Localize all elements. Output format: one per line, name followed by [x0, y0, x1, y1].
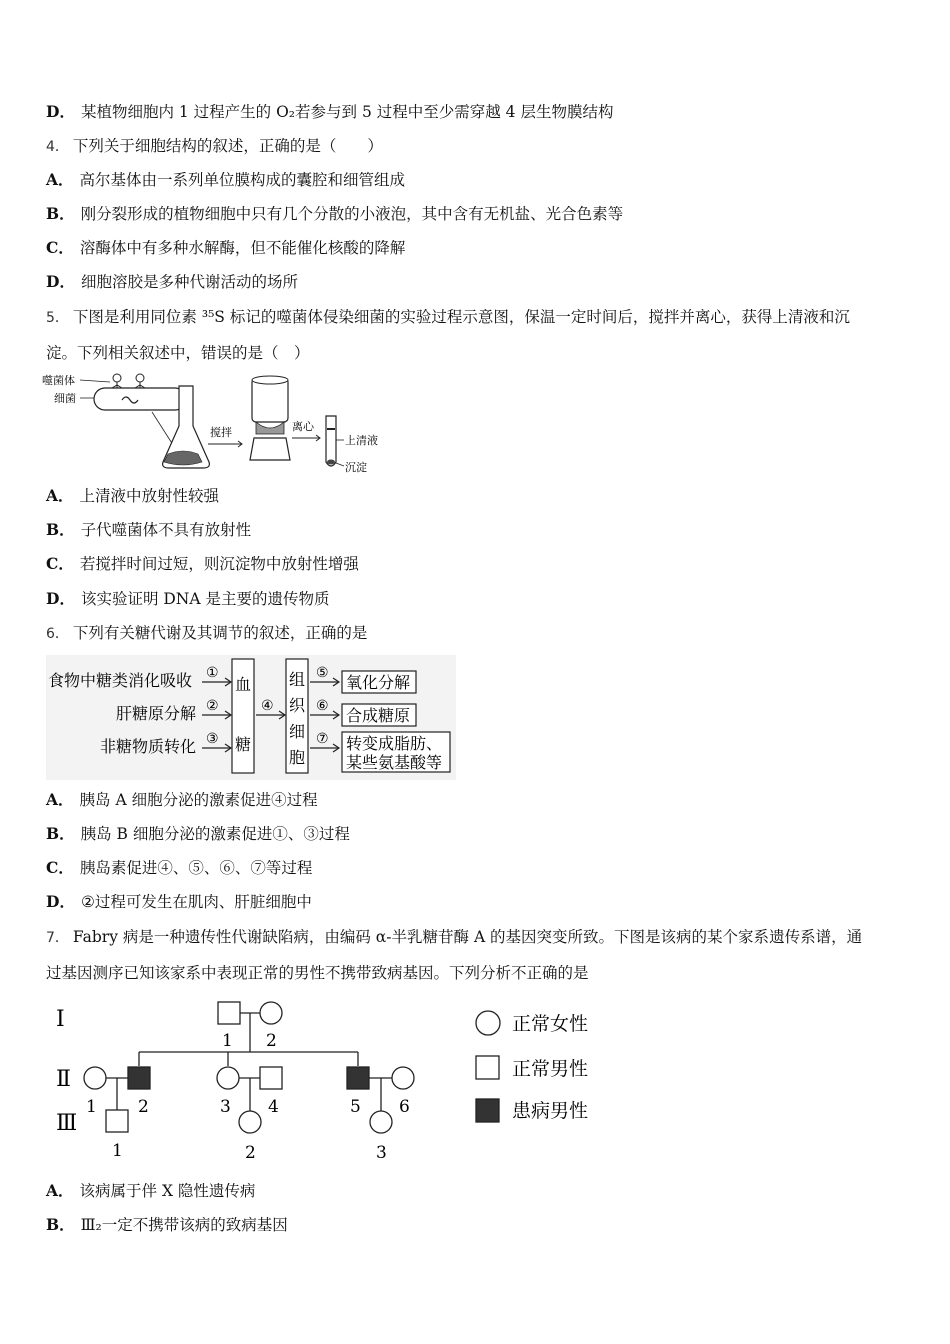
legend-male-symbol — [476, 1056, 499, 1079]
q7-stem-line2 — [46, 962, 589, 984]
legend-female-symbol — [476, 1011, 500, 1035]
label-sediment: 沉淀 — [345, 461, 367, 474]
sugar-metabolism-diagram — [46, 655, 456, 780]
q4-option-c — [46, 237, 405, 259]
q4-stem — [46, 135, 383, 158]
option-key: B． — [46, 1215, 75, 1234]
label-II-2: 2 — [138, 1097, 149, 1117]
blender-base — [250, 438, 290, 460]
label-I-2: 2 — [266, 1031, 277, 1051]
option-text: 刚分裂形成的植物细胞中只有几个分散的小液泡，其中含有无机盐、光合色素等 — [80, 205, 624, 223]
legend-affected-symbol — [476, 1099, 499, 1122]
flask-culture — [164, 451, 202, 465]
generation-label-3: Ⅲ — [56, 1111, 78, 1136]
individual-II-1 — [84, 1067, 106, 1089]
option-text: 子代噬菌体不具有放射性 — [80, 521, 252, 539]
q5-option-b — [46, 519, 251, 541]
q7-option-a — [46, 1180, 255, 1202]
label-process-6: ⑥ — [316, 698, 329, 714]
q4-option-a — [46, 169, 405, 191]
q5-option-d — [46, 588, 330, 610]
q4-option-d — [46, 271, 298, 293]
bacterium-shape — [94, 388, 186, 410]
option-key: D． — [46, 102, 75, 121]
generation-label-2: Ⅱ — [56, 1067, 71, 1092]
option-text: 胰岛 A 细胞分泌的激素促进④过程 — [79, 791, 318, 809]
q5-option-a — [46, 485, 219, 507]
question-number: 5． — [46, 310, 69, 326]
tissue-cell-char-3: 细 — [289, 722, 306, 741]
option-key: C． — [46, 858, 74, 877]
individual-I-1 — [218, 1002, 240, 1024]
option-text: ②过程可发生在肌肉、肝脏细胞中 — [80, 893, 312, 911]
option-key: C． — [46, 238, 74, 257]
label-phage: 噬菌体 — [42, 374, 75, 387]
q7-option-b — [46, 1214, 288, 1236]
sediment-pellet — [327, 460, 335, 465]
tissue-cell-char-4: 胞 — [289, 748, 306, 767]
individual-II-3 — [217, 1067, 239, 1089]
option-key: A． — [46, 486, 74, 505]
option-text: 高尔基体由一系列单位膜构成的囊腔和细管组成 — [79, 171, 406, 189]
phage-experiment-figure — [42, 368, 392, 478]
q6-stem — [46, 622, 367, 645]
q4-option-b — [46, 203, 623, 225]
option-key: B． — [46, 520, 75, 539]
question-stem: 下图是利用同位素 ³⁵S 标记的噬菌体侵染细菌的实验过程示意图，保温一定时间后，搅拌并离心，获得上清液和沉 — [72, 308, 850, 326]
q6-option-b — [46, 823, 350, 845]
option-text: 细胞溶胶是多种代谢活动的场所 — [80, 273, 298, 291]
individual-II-5 — [347, 1067, 369, 1089]
source-food-digestion: 食物中糖类消化吸收 — [48, 671, 193, 690]
q6-option-d — [46, 891, 312, 913]
outcome-conversion-line2: 某些氨基酸等 — [346, 753, 443, 772]
individual-I-2 — [260, 1002, 282, 1024]
legend-female-label: 正常女性 — [512, 1013, 589, 1035]
label-II-1: 1 — [86, 1097, 97, 1117]
option-text: 胰岛素促进④、⑤、⑥、⑦等过程 — [79, 859, 313, 877]
label-III-1: 1 — [112, 1141, 123, 1161]
label-supernatant: 上清液 — [345, 434, 378, 447]
pointer-phage — [80, 380, 110, 382]
option-key: D． — [46, 589, 75, 608]
option-key: B． — [46, 824, 75, 843]
individual-III-3 — [370, 1111, 392, 1133]
label-process-2: ② — [206, 698, 219, 714]
individual-II-6 — [392, 1067, 414, 1089]
label-III-2: 2 — [245, 1143, 256, 1163]
label-II-3: 3 — [220, 1097, 231, 1117]
blood-sugar-char-1: 血 — [235, 675, 252, 694]
label-process-7: ⑦ — [316, 731, 329, 747]
label-II-4: 4 — [268, 1097, 279, 1117]
label-III-3: 3 — [376, 1143, 387, 1163]
q5-stem-line1 — [46, 306, 850, 329]
outcome-glycogen: 合成糖原 — [346, 706, 411, 725]
option-key: B． — [46, 204, 75, 223]
option-key: D． — [46, 272, 75, 291]
individual-III-2 — [239, 1111, 261, 1133]
question-number: 7． — [46, 930, 69, 946]
option-text: 上清液中放射性较强 — [79, 487, 220, 505]
blender-jar — [252, 378, 288, 422]
source-non-sugar: 非糖物质转化 — [100, 737, 197, 756]
option-key: A． — [46, 790, 74, 809]
legend-affected-label: 患病男性 — [512, 1100, 589, 1122]
option-text: Ⅲ₂一定不携带该病的致病基因 — [80, 1216, 288, 1234]
label-process-1: ① — [206, 665, 219, 681]
pedigree-chart — [46, 998, 616, 1168]
question-number: 4． — [46, 139, 69, 155]
source-glycogen-breakdown: 肝糖原分解 — [116, 704, 197, 723]
individual-II-4 — [260, 1067, 282, 1089]
option-text: 该实验证明 DNA 是主要的遗传物质 — [80, 590, 330, 608]
question-number: 6． — [46, 626, 69, 642]
outcome-oxidation: 氧化分解 — [346, 673, 411, 692]
individual-II-2 — [128, 1067, 150, 1089]
q3-option-d — [46, 101, 613, 123]
blood-sugar-char-2: 糖 — [235, 735, 252, 754]
option-key: A． — [46, 170, 74, 189]
phage-1 — [112, 374, 122, 388]
label-II-5: 5 — [350, 1097, 361, 1117]
option-text: 某植物细胞内 1 过程产生的 O₂若参与到 5 过程中至少需穿越 4 层生物膜结构 — [80, 103, 614, 121]
question-stem: 下列关于细胞结构的叙述，正确的是（ ） — [72, 137, 383, 155]
question-stem-cont: 淀。下列相关叙述中，错误的是（ ） — [46, 344, 310, 362]
label-II-6: 6 — [399, 1097, 410, 1117]
option-text: 溶酶体中有多种水解酶，但不能催化核酸的降解 — [79, 239, 406, 257]
label-bacteria: 细菌 — [54, 392, 76, 405]
individual-III-1 — [106, 1110, 128, 1132]
tissue-cell-char-2: 织 — [289, 696, 306, 715]
tissue-cell-char-1: 组 — [289, 670, 306, 689]
phage-2 — [135, 374, 145, 388]
option-key: A． — [46, 1181, 74, 1200]
option-text: 若搅拌时间过短，则沉淀物中放射性增强 — [79, 555, 359, 573]
label-centrifuge: 离心 — [292, 420, 314, 433]
question-stem: 下列有关糖代谢及其调节的叙述，正确的是 — [72, 624, 368, 642]
q5-stem-line2 — [46, 342, 310, 364]
option-text: 胰岛 B 细胞分泌的激素促进①、③过程 — [80, 825, 350, 843]
q7-stem-line1 — [46, 926, 862, 949]
q5-option-c — [46, 553, 359, 575]
option-key: C． — [46, 554, 74, 573]
outcome-conversion-line1: 转变成脂肪、 — [346, 734, 443, 753]
generation-label-1: Ⅰ — [56, 1007, 65, 1032]
blender-contents — [256, 422, 284, 434]
legend-male-label: 正常男性 — [512, 1058, 589, 1080]
label-I-1: 1 — [222, 1031, 233, 1051]
option-text: 该病属于伴 X 隐性遗传病 — [79, 1182, 256, 1200]
label-process-3: ③ — [206, 731, 219, 747]
centrifuge-tube — [326, 416, 336, 466]
question-stem-cont: 过基因测序已知该家系中表现正常的男性不携带致病基因。下列分析不正确的是 — [46, 964, 589, 982]
q6-option-a — [46, 789, 318, 811]
question-stem: Fabry 病是一种遗传性代谢缺陷病，由编码 α-半乳糖苷酶 A 的基因突变所致。下图是该病的某个家系遗传系谱，通 — [72, 928, 863, 946]
q6-option-c — [46, 857, 312, 879]
label-stir: 搅拌 — [210, 426, 232, 439]
label-process-5: ⑤ — [316, 665, 329, 681]
option-key: D． — [46, 892, 75, 911]
label-process-4: ④ — [261, 698, 274, 714]
